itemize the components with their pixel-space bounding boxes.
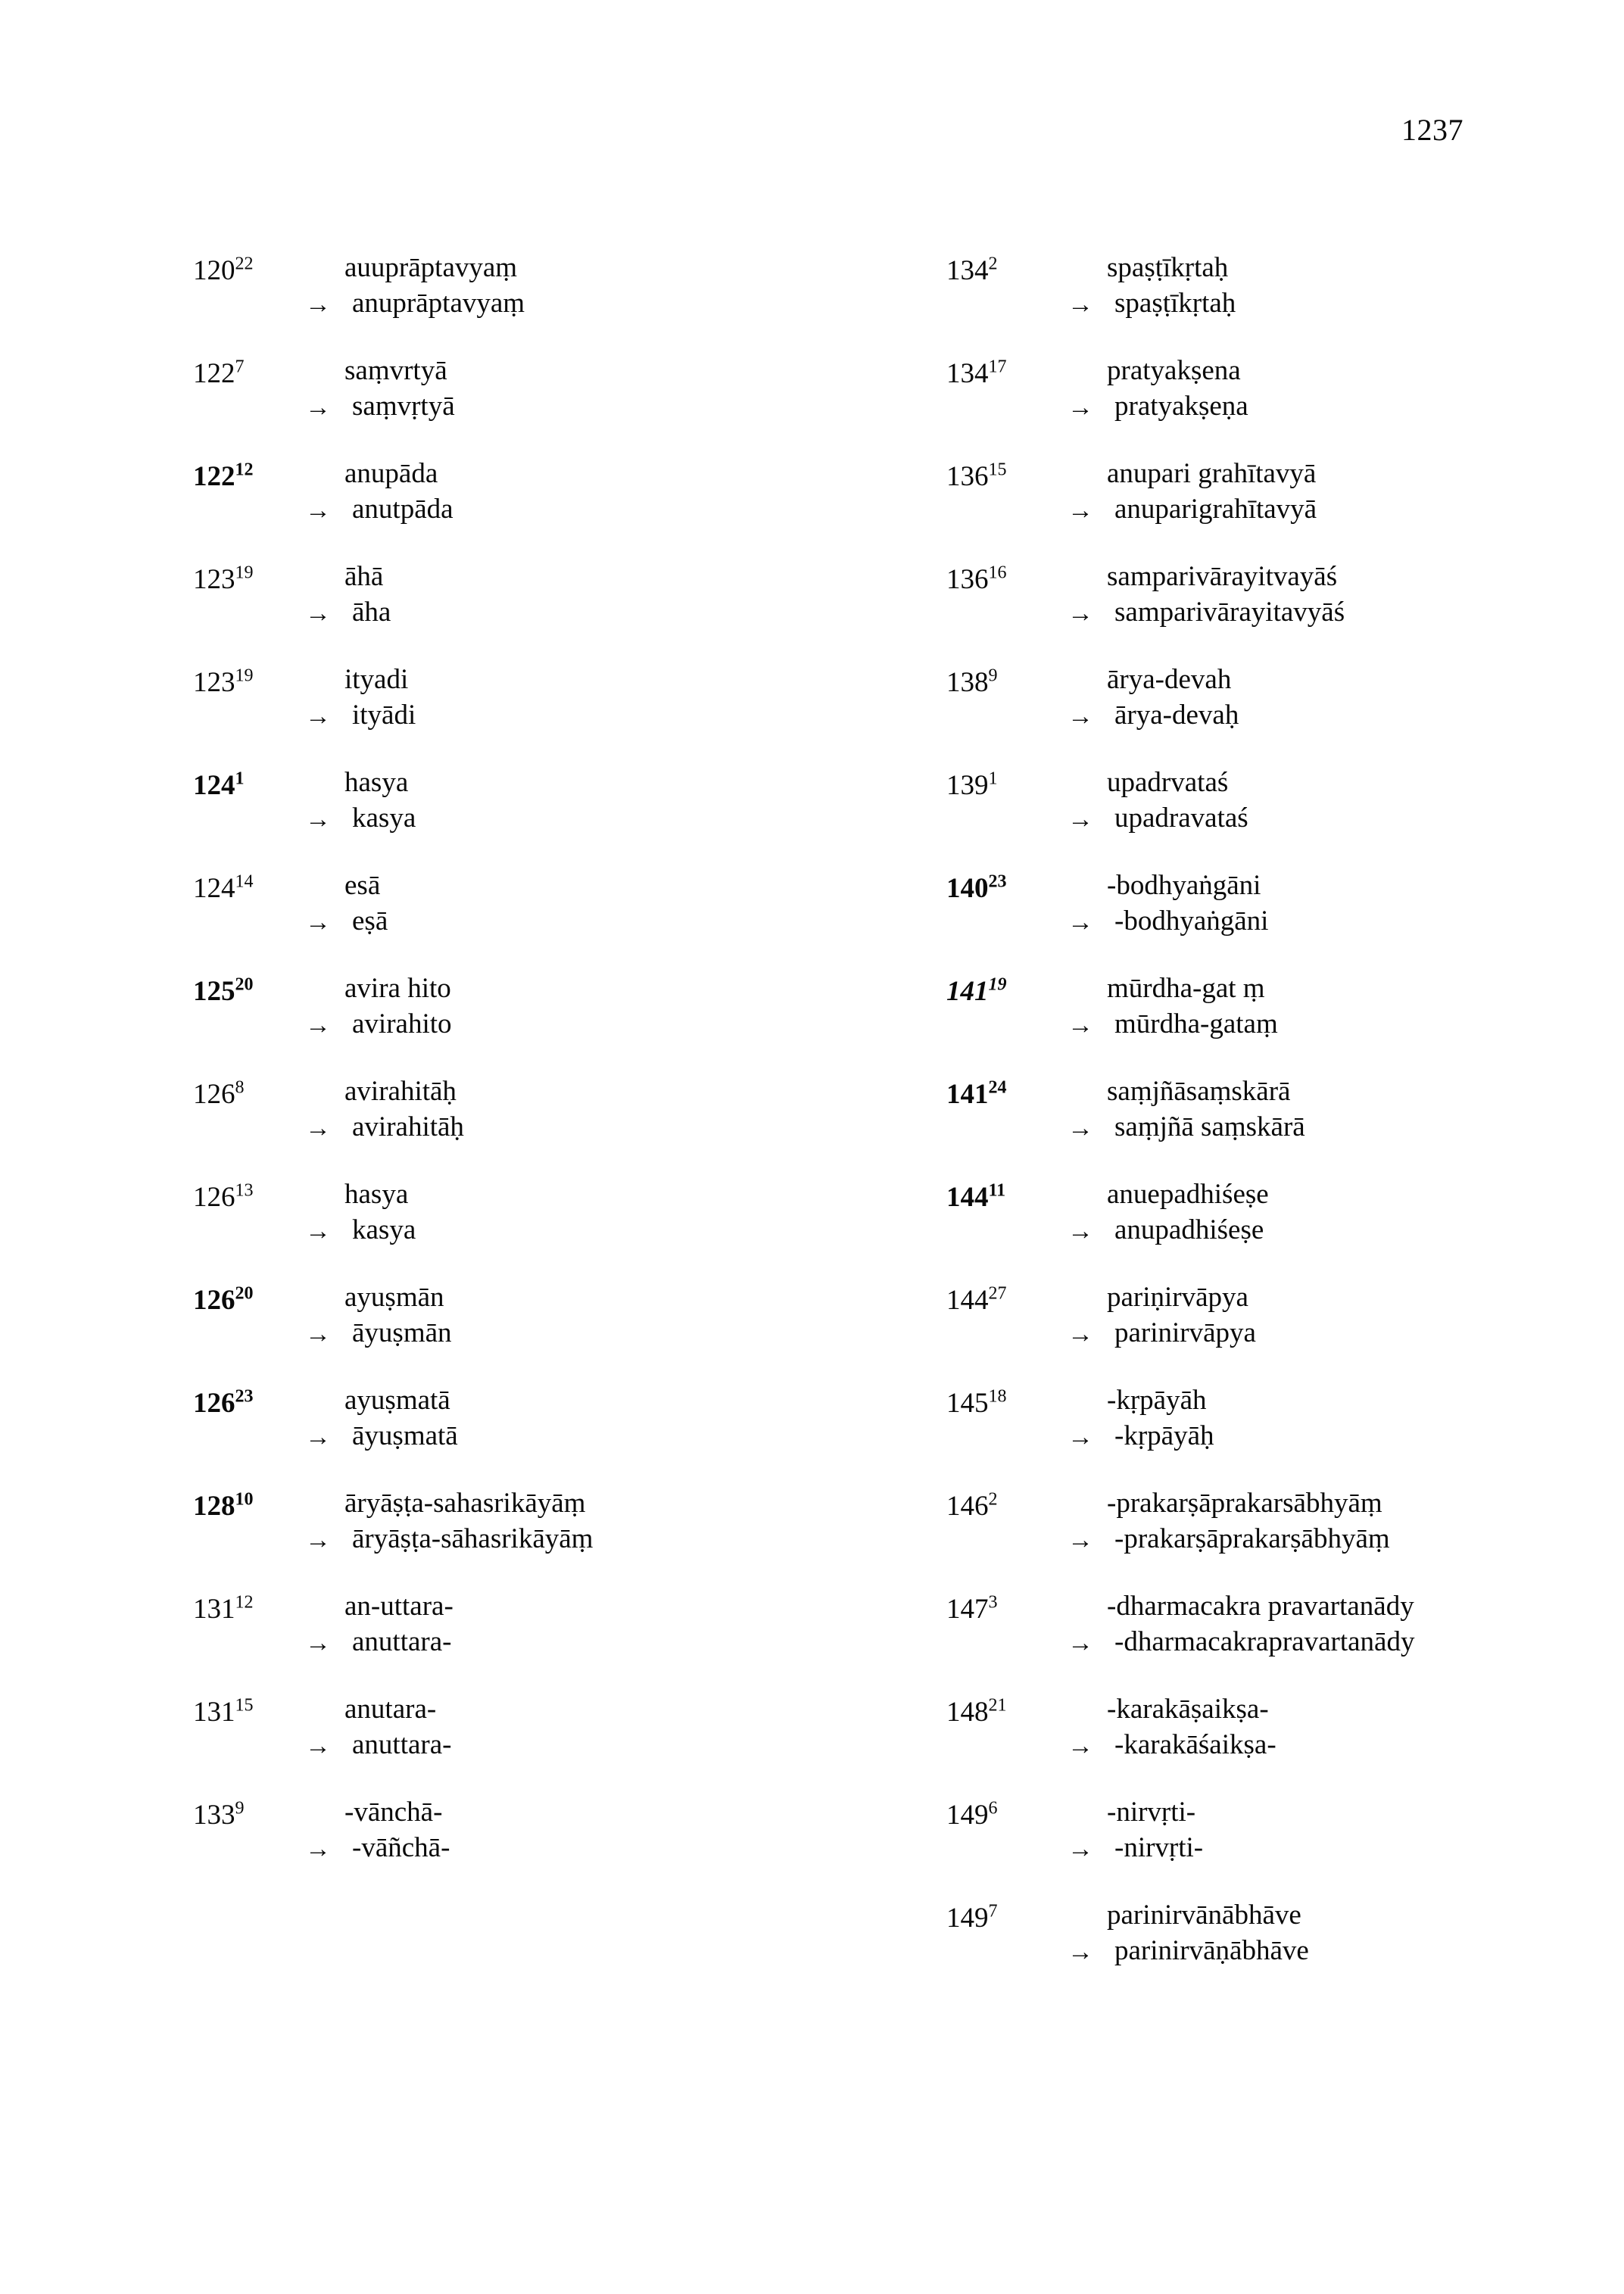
- entry-correct: kasya: [352, 1214, 416, 1246]
- errata-entry: [946, 1074, 1624, 1146]
- entry-words: [344, 971, 821, 1043]
- entry-incorrect: anupari grahītavyā: [1107, 458, 1317, 489]
- entry-reference: $145^{18}$: [946, 1386, 1007, 1419]
- entry-words: [1107, 250, 1624, 322]
- arrow-icon: →: [305, 1320, 331, 1348]
- entry-words: [1107, 765, 1624, 837]
- entry-correct: avirahitāḥ: [352, 1111, 464, 1143]
- entry-incorrect: pratyakṣena: [1107, 355, 1241, 386]
- entry-incorrect: ārya-devah: [1107, 664, 1232, 695]
- errata-entry: [193, 662, 821, 734]
- arrow-icon: →: [1068, 806, 1093, 834]
- arrow-icon: →: [1068, 497, 1093, 525]
- entry-correct: -dharmacakrapravartanādy: [1114, 1626, 1415, 1658]
- errata-entry: [193, 1279, 821, 1352]
- entry-incorrect: avira hito: [344, 973, 451, 1004]
- errata-entry: [946, 765, 1624, 837]
- entry-words: [344, 1074, 821, 1145]
- entry-correct: āha: [352, 597, 391, 628]
- entry-correct: saṃjñā saṃskārā: [1114, 1111, 1305, 1143]
- entry-correct: upadravataś: [1114, 803, 1248, 834]
- arrow-icon: →: [305, 1011, 331, 1039]
- errata-entry: [193, 353, 821, 425]
- errata-entry: [946, 1382, 1624, 1455]
- entry-words: [344, 456, 821, 528]
- entry-words: [1107, 456, 1624, 528]
- entry-words: [344, 1691, 821, 1763]
- arrow-icon: →: [1068, 394, 1093, 422]
- entry-reference: $134^{17}$: [946, 357, 1007, 389]
- entry-words: [344, 765, 821, 837]
- entry-words: [1107, 1794, 1624, 1866]
- arrow-icon: →: [305, 1114, 331, 1142]
- errata-entry: [946, 1794, 1624, 1867]
- entry-words: [1107, 1485, 1624, 1557]
- entry-reference: $120^{22}$: [193, 254, 254, 286]
- arrow-icon: →: [305, 703, 331, 731]
- entry-words: [344, 1279, 821, 1351]
- entry-incorrect: hasya: [344, 767, 409, 798]
- entry-words: [1107, 1897, 1624, 1969]
- entry-words: [1107, 1279, 1624, 1351]
- entry-reference: $134^2$: [946, 254, 998, 286]
- entry-incorrect: āhā: [344, 561, 384, 592]
- arrow-icon: →: [305, 1835, 331, 1863]
- arrow-icon: →: [1068, 1114, 1093, 1142]
- errata-entry: [193, 456, 821, 528]
- entry-incorrect: saṃvrtyā: [344, 355, 447, 386]
- errata-entry: [193, 1177, 821, 1249]
- arrow-icon: →: [305, 1423, 331, 1451]
- entry-reference: $126^{23}$: [193, 1386, 254, 1419]
- entry-words: [1107, 1691, 1624, 1763]
- entry-correct: -vāñchā-: [352, 1832, 450, 1864]
- entry-reference: $128^{10}$: [193, 1489, 254, 1522]
- entry-incorrect: ayuṣmān: [344, 1282, 444, 1313]
- entry-correct: ityādi: [352, 700, 416, 731]
- arrow-icon: →: [1068, 1320, 1093, 1348]
- entry-reference: $140^{23}$: [946, 871, 1007, 904]
- entry-words: [344, 1177, 821, 1248]
- entry-reference: $149^7$: [946, 1901, 998, 1934]
- entry-correct: spaṣṭīkṛtaḥ: [1114, 288, 1236, 319]
- entry-incorrect: āryāṣṭa-sahasrikāyāṃ: [344, 1488, 586, 1519]
- entry-reference: $131^{12}$: [193, 1592, 254, 1625]
- entry-correct: āryāṣṭa-sāhasrikāyāṃ: [352, 1523, 594, 1555]
- entry-incorrect: -prakarṣāprakarsābhyāṃ: [1107, 1488, 1382, 1519]
- entry-words: [344, 250, 821, 322]
- entry-correct: eṣā: [352, 905, 388, 937]
- entry-reference: $149^6$: [946, 1798, 998, 1831]
- errata-entry: [193, 868, 821, 940]
- arrow-icon: →: [305, 1526, 331, 1554]
- entry-reference: $126^{20}$: [193, 1283, 254, 1316]
- errata-entry: [193, 559, 821, 631]
- errata-entry: [193, 765, 821, 837]
- entry-words: [1107, 868, 1624, 940]
- entry-reference: $122^{12}$: [193, 460, 254, 492]
- entry-correct: anuparigrahītavyā: [1114, 494, 1317, 525]
- arrow-icon: →: [305, 909, 331, 937]
- errata-entry: [193, 1485, 821, 1558]
- arrow-icon: →: [1068, 1423, 1093, 1451]
- entry-correct: pratyakṣeṇa: [1114, 391, 1248, 422]
- arrow-icon: →: [305, 1732, 331, 1760]
- entry-correct: avirahito: [352, 1008, 452, 1040]
- errata-entry: [946, 353, 1624, 425]
- errata-entry: [946, 1588, 1624, 1661]
- entry-correct: kasya: [352, 803, 416, 834]
- entry-words: [344, 1485, 821, 1557]
- entry-incorrect: parinirvānābhāve: [1107, 1900, 1301, 1931]
- entry-correct: samparivārayitavyāś: [1114, 597, 1345, 628]
- entry-incorrect: -bodhyaṅgāni: [1107, 870, 1261, 901]
- errata-entry: [193, 1691, 821, 1764]
- entry-incorrect: anuepadhiśeṣe: [1107, 1179, 1269, 1210]
- entry-reference: $144^{27}$: [946, 1283, 1007, 1316]
- arrow-icon: →: [305, 291, 331, 319]
- entry-words: [344, 1794, 821, 1866]
- errata-entry: [946, 1177, 1624, 1249]
- errata-entry: [946, 1691, 1624, 1764]
- entry-words: [1107, 971, 1624, 1043]
- entry-reference: $136^{15}$: [946, 460, 1007, 492]
- entry-reference: $125^{20}$: [193, 974, 254, 1007]
- errata-entry: [193, 1382, 821, 1455]
- entry-correct: -bodhyaṅgāni: [1114, 905, 1269, 937]
- entry-incorrect: spaṣṭīkṛtaḥ: [1107, 252, 1229, 283]
- entry-incorrect: anutara-: [344, 1694, 437, 1725]
- entry-reference: $147^3$: [946, 1592, 998, 1625]
- entry-words: [344, 353, 821, 425]
- entry-incorrect: auuprāptavyaṃ: [344, 252, 518, 283]
- entry-correct: parinirvāṇābhāve: [1114, 1935, 1309, 1967]
- entry-reference: $122^7$: [193, 357, 245, 389]
- entry-reference: $141^{19}$: [946, 974, 1007, 1007]
- arrow-icon: →: [305, 600, 331, 628]
- entry-words: [344, 1382, 821, 1454]
- entry-incorrect: ityadi: [344, 664, 409, 695]
- entry-reference: $138^9$: [946, 665, 998, 698]
- errata-entry: [193, 971, 821, 1043]
- arrow-icon: →: [305, 1217, 331, 1245]
- entry-correct: saṃvṛtyā: [352, 391, 455, 422]
- errata-column-left: [0, 250, 821, 2000]
- entry-incorrect: upadrvataś: [1107, 767, 1229, 798]
- entry-words: [1107, 1382, 1624, 1454]
- entry-words: [1107, 662, 1624, 734]
- entry-incorrect: samparivārayitvayāś: [1107, 561, 1338, 592]
- arrow-icon: →: [305, 497, 331, 525]
- entry-reference: $126^8$: [193, 1077, 245, 1110]
- entry-incorrect: -dharmacakra pravartanādy: [1107, 1591, 1414, 1622]
- arrow-icon: →: [1068, 1217, 1093, 1245]
- entry-incorrect: ayuṣmatā: [344, 1385, 450, 1416]
- entry-words: [1107, 1588, 1624, 1660]
- entry-words: [1107, 559, 1624, 631]
- entry-reference: $144^{11}$: [946, 1180, 1006, 1213]
- entry-incorrect: anupāda: [344, 458, 438, 489]
- errata-entry: [946, 1897, 1624, 1970]
- entry-reference: $123^{19}$: [193, 665, 254, 698]
- arrow-icon: →: [305, 806, 331, 834]
- entry-reference: $124^{14}$: [193, 871, 254, 904]
- entry-correct: anuttara-: [352, 1626, 452, 1658]
- entry-incorrect: an-uttara-: [344, 1591, 454, 1622]
- errata-entry: [946, 1279, 1624, 1352]
- arrow-icon: →: [1068, 1732, 1093, 1760]
- arrow-icon: →: [1068, 909, 1093, 937]
- entry-correct: āyuṣmatā: [352, 1420, 458, 1452]
- entry-incorrect: hasya: [344, 1179, 409, 1210]
- errata-entry: [946, 456, 1624, 528]
- entry-reference: $148^{21}$: [946, 1695, 1007, 1728]
- entry-correct: -kṛpāyāḥ: [1114, 1420, 1214, 1452]
- entry-reference: $139^1$: [946, 768, 998, 801]
- entry-reference: $141^{24}$: [946, 1077, 1007, 1110]
- errata-column-right: [821, 250, 1624, 2000]
- errata-entry: [946, 662, 1624, 734]
- arrow-icon: →: [305, 1629, 331, 1657]
- errata-entry: [193, 1588, 821, 1661]
- entry-incorrect: -vānchā-: [344, 1797, 443, 1828]
- entry-words: [344, 559, 821, 631]
- entry-correct: anupadhiśeṣe: [1114, 1214, 1264, 1246]
- entry-reference: $124^1$: [193, 768, 245, 801]
- entry-incorrect: saṃjñāsaṃskārā: [1107, 1076, 1291, 1107]
- errata-entry: [946, 971, 1624, 1043]
- errata-entry: [946, 868, 1624, 940]
- entry-words: [1107, 353, 1624, 425]
- arrow-icon: →: [1068, 1938, 1093, 1966]
- errata-entry: [946, 559, 1624, 631]
- entry-reference: $146^2$: [946, 1489, 998, 1522]
- entry-correct: -prakarṣāprakarṣābhyāṃ: [1114, 1523, 1390, 1555]
- arrow-icon: →: [1068, 1835, 1093, 1863]
- entry-correct: -nirvṛti-: [1114, 1832, 1204, 1864]
- entry-words: [344, 868, 821, 940]
- arrow-icon: →: [1068, 600, 1093, 628]
- entry-reference: $136^{16}$: [946, 563, 1007, 595]
- entry-words: [344, 1588, 821, 1660]
- entry-correct: ārya-devaḥ: [1114, 700, 1239, 731]
- entry-incorrect: avirahitāḥ: [344, 1076, 457, 1107]
- entry-incorrect: pariṇirvāpya: [1107, 1282, 1248, 1313]
- entry-reference: $131^{15}$: [193, 1695, 254, 1728]
- errata-entry: [193, 1794, 821, 1867]
- arrow-icon: →: [1068, 1629, 1093, 1657]
- entry-reference: $123^{19}$: [193, 563, 254, 595]
- arrow-icon: →: [1068, 291, 1093, 319]
- entry-incorrect: -karakāṣaikṣa-: [1107, 1694, 1269, 1725]
- entry-correct: anuprāptavyaṃ: [352, 288, 525, 319]
- arrow-icon: →: [1068, 1526, 1093, 1554]
- entry-incorrect: mūrdha-gat ṃ: [1107, 973, 1265, 1004]
- errata-entry: [946, 1485, 1624, 1558]
- entry-correct: -karakāśaikṣa-: [1114, 1729, 1276, 1761]
- entry-reference: $133^9$: [193, 1798, 245, 1831]
- entry-correct: parinirvāpya: [1114, 1317, 1256, 1349]
- entry-words: [1107, 1074, 1624, 1145]
- entry-correct: mūrdha-gataṃ: [1114, 1008, 1278, 1040]
- entry-incorrect: -nirvṛti-: [1107, 1797, 1196, 1828]
- errata-entry: [193, 1074, 821, 1146]
- arrow-icon: →: [1068, 703, 1093, 731]
- entry-correct: anutpāda: [352, 494, 454, 525]
- entry-correct: āyuṣmān: [352, 1317, 452, 1349]
- entry-words: [344, 662, 821, 734]
- arrow-icon: →: [1068, 1011, 1093, 1039]
- entry-words: [1107, 1177, 1624, 1248]
- errata-columns: [0, 250, 1624, 2000]
- entry-incorrect: esā: [344, 870, 381, 901]
- errata-entry: [946, 250, 1624, 323]
- page-number: 1237: [1401, 113, 1463, 147]
- errata-entry: [193, 250, 821, 323]
- entry-correct: anuttara-: [352, 1729, 452, 1761]
- entry-incorrect: -kṛpāyāh: [1107, 1385, 1207, 1416]
- entry-reference: $126^{13}$: [193, 1180, 254, 1213]
- arrow-icon: →: [305, 394, 331, 422]
